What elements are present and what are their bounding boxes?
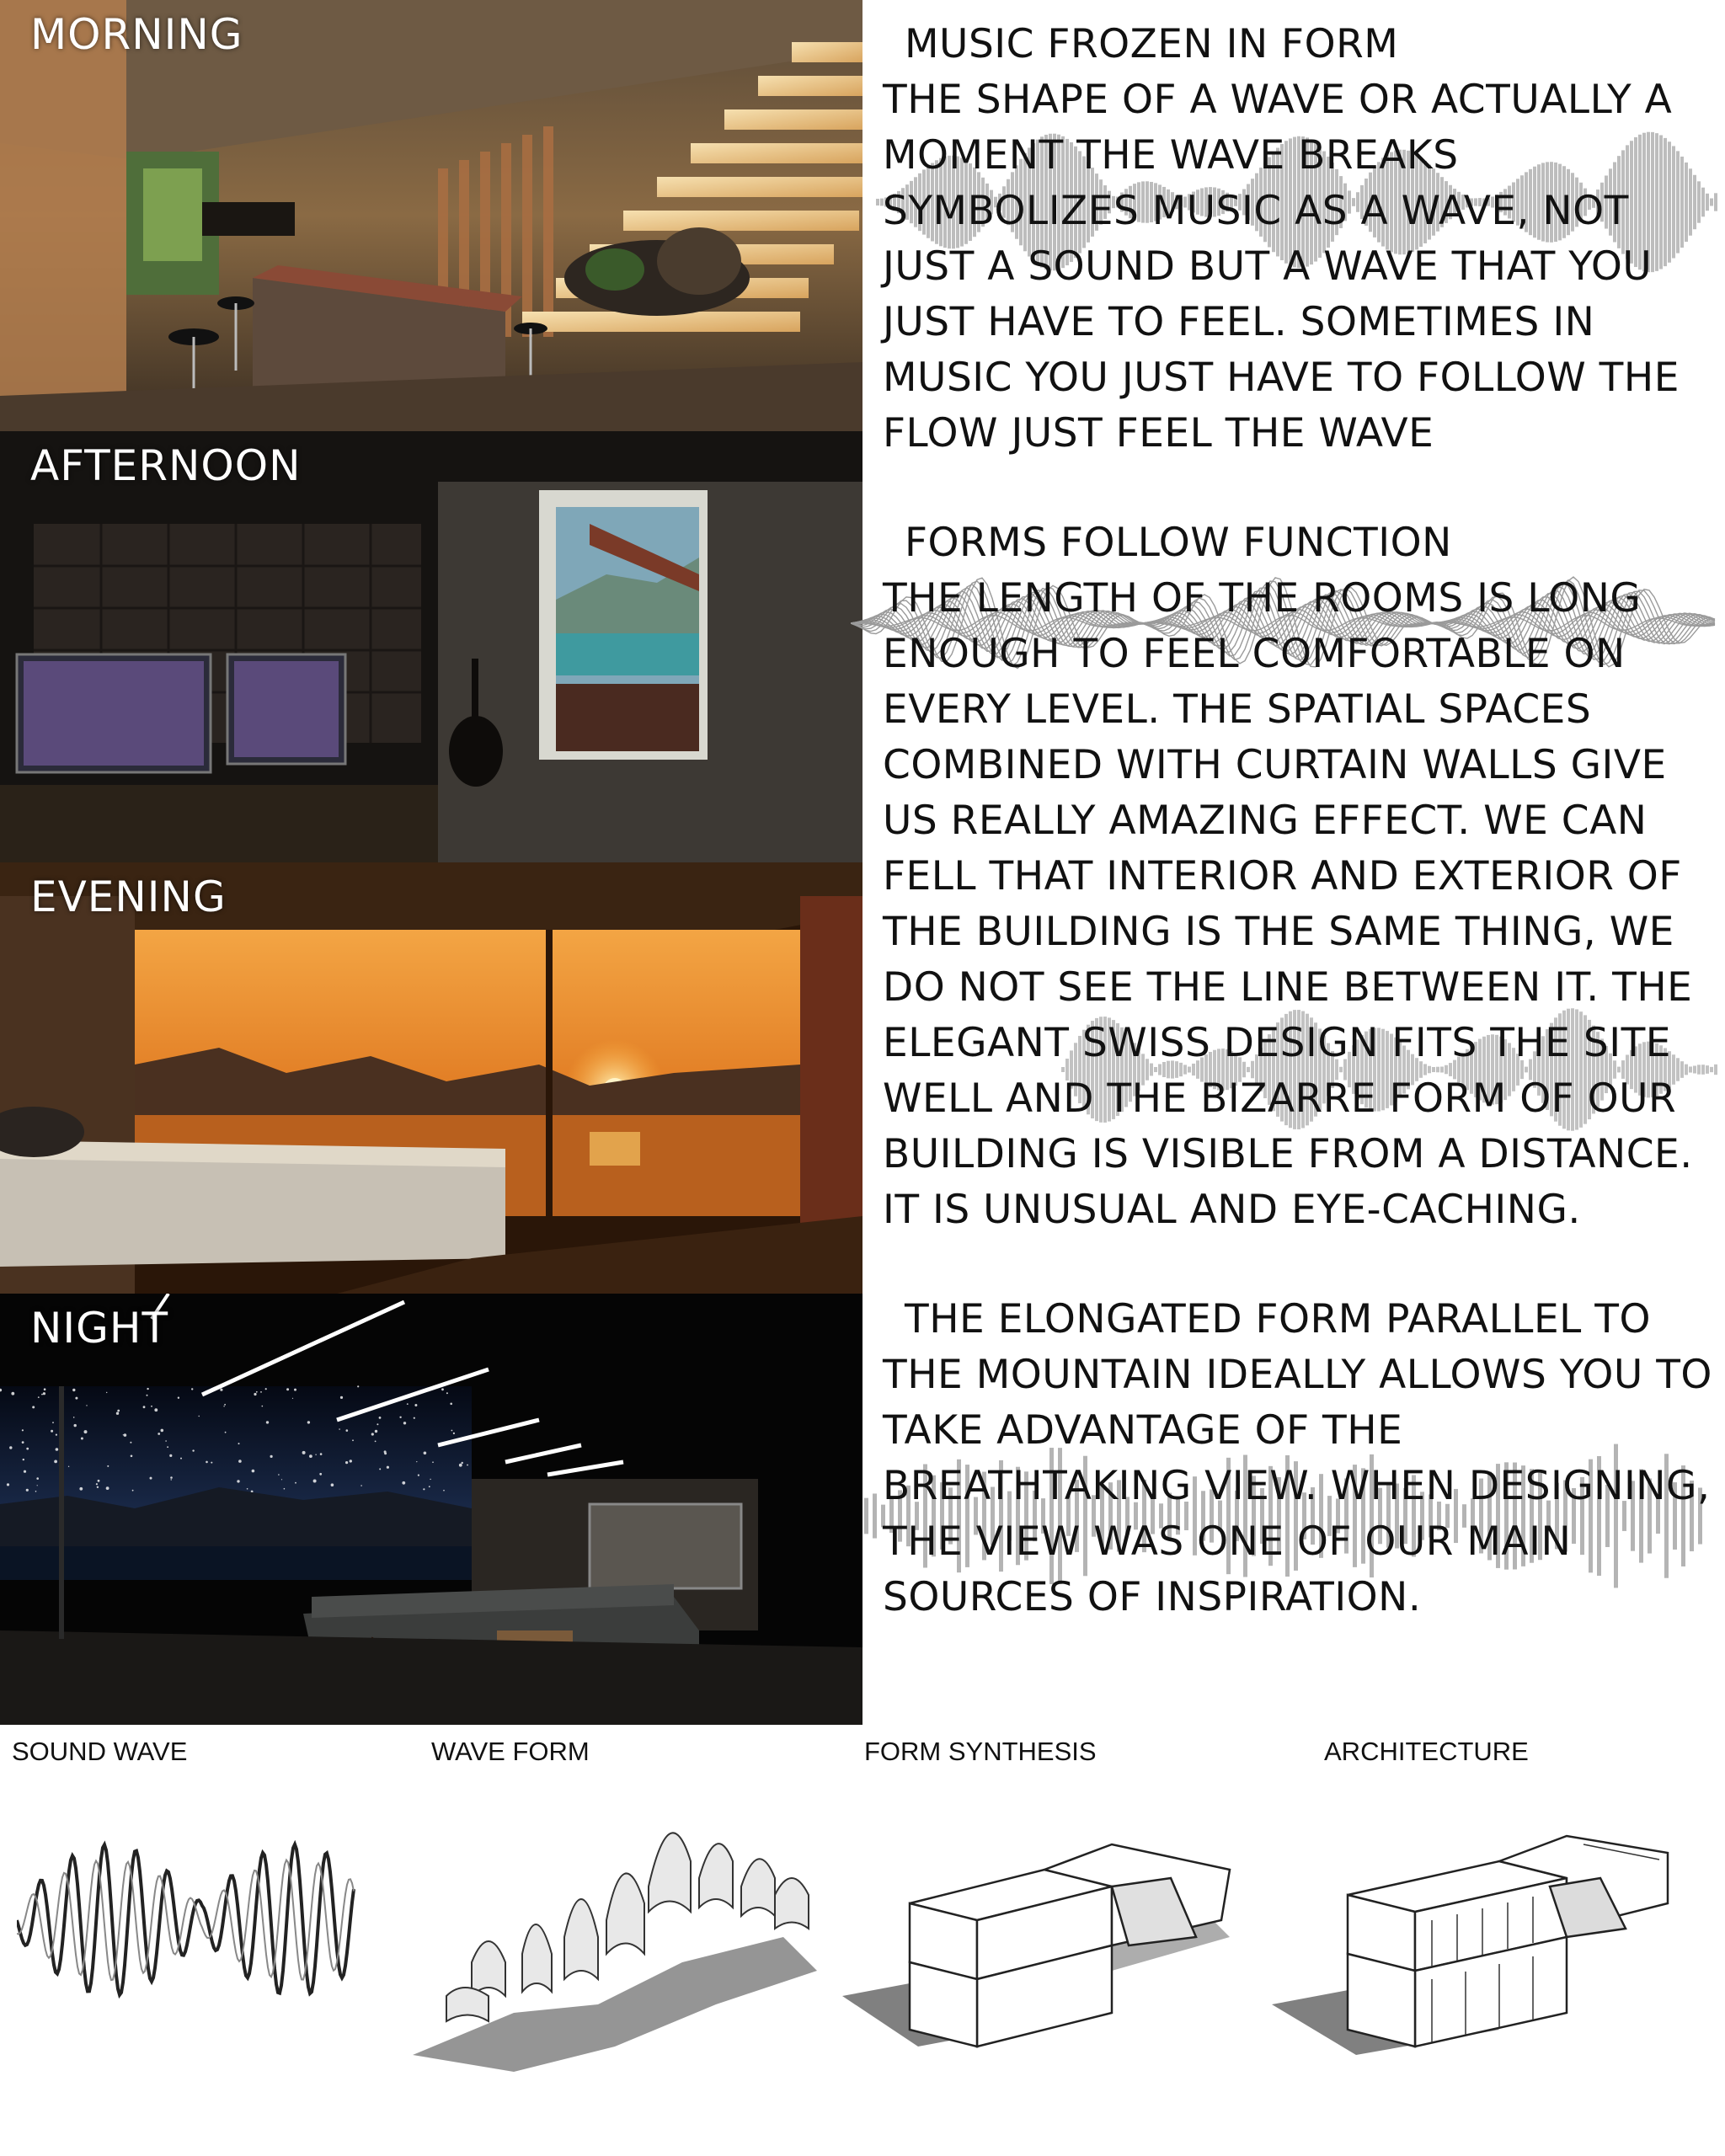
star	[191, 1388, 193, 1390]
star	[357, 1385, 359, 1387]
star	[375, 1430, 377, 1433]
panel-label-night: NIGHT	[30, 1304, 169, 1353]
star	[96, 1483, 98, 1485]
evening-bedroom-image	[0, 862, 862, 1294]
star	[384, 1452, 387, 1454]
star	[284, 1488, 286, 1490]
star	[360, 1485, 362, 1486]
morning-interior-image	[0, 0, 862, 431]
star	[26, 1448, 29, 1450]
star	[206, 1461, 208, 1464]
star	[278, 1474, 280, 1476]
star	[54, 1460, 57, 1464]
star	[371, 1433, 374, 1435]
star	[75, 1397, 77, 1400]
star	[74, 1424, 77, 1427]
heading-elongated-form: THE ELONGATED FORM PARALLEL TO	[905, 1296, 1651, 1342]
evening-render	[0, 862, 862, 1294]
star	[32, 1406, 35, 1408]
caption-wave-form: WAVE FORM	[431, 1737, 590, 1766]
star	[265, 1388, 267, 1390]
star	[407, 1403, 409, 1405]
star	[72, 1389, 75, 1391]
star	[224, 1404, 226, 1406]
star	[375, 1441, 377, 1443]
star	[51, 1430, 53, 1433]
star	[211, 1462, 212, 1464]
star	[331, 1483, 334, 1486]
star	[81, 1438, 83, 1440]
star	[9, 1446, 12, 1449]
star	[446, 1392, 448, 1394]
star	[26, 1489, 29, 1492]
star	[346, 1429, 349, 1432]
star	[178, 1397, 179, 1399]
star	[68, 1466, 69, 1467]
star	[309, 1454, 312, 1458]
star	[262, 1406, 264, 1407]
star	[377, 1423, 378, 1425]
star	[56, 1448, 59, 1451]
star	[302, 1451, 306, 1454]
wave-bar	[876, 199, 879, 205]
caption-sound-wave: SOUND WAVE	[12, 1737, 188, 1766]
star	[169, 1454, 172, 1457]
star	[340, 1396, 343, 1399]
star	[22, 1441, 24, 1444]
star	[130, 1442, 131, 1444]
star	[132, 1490, 134, 1492]
star	[192, 1449, 194, 1451]
star	[451, 1430, 453, 1432]
text-block-forms-follow	[883, 515, 1717, 1238]
star	[423, 1488, 425, 1490]
star	[117, 1410, 120, 1412]
star	[266, 1421, 269, 1423]
paragraph-forms-follow: THE LENGTH OF THE ROOMS IS LONG ENOUGH TO FEEL COMFORTABLE ON EVERY LEVEL. THE SPATIAL SPACES COMBINED WITH CURTAIN WALLS GIVE US REALLY AMAZING EFFECT. WE CAN FELL THAT INTERIOR AND EXTERIOR OF THE BUILDING IS THE SAME THING, WE DO NOT SEE THE LINE BETWEEN IT. THE ELEGANT SWISS DESIGN FITS THE SITE WELL AND THE BIZARRE FORM OF OUR BUILDING IS VISIBLE FROM A DISTANCE. IT IS UNUSUAL AND EYE-CACHING.	[883, 575, 1693, 1233]
star	[416, 1461, 417, 1462]
star	[167, 1446, 168, 1448]
wave-form-diagram	[396, 1794, 834, 2080]
star	[225, 1432, 227, 1433]
star	[37, 1485, 38, 1486]
night-lounge-image	[0, 1294, 862, 1725]
text-block-elongated-form	[883, 1292, 1717, 1625]
star	[352, 1439, 354, 1441]
wave-bar	[864, 1498, 868, 1534]
star	[150, 1477, 152, 1480]
star	[73, 1417, 75, 1418]
star	[238, 1443, 240, 1444]
star	[97, 1486, 99, 1488]
star	[107, 1465, 109, 1467]
star	[165, 1440, 167, 1442]
star	[170, 1476, 173, 1479]
star	[281, 1479, 282, 1480]
star	[41, 1394, 43, 1396]
heading-forms-follow: FORMS FOLLOW FUNCTION	[905, 520, 1452, 566]
star	[143, 1406, 146, 1408]
star	[52, 1422, 54, 1423]
morning-render	[0, 0, 862, 431]
star	[11, 1392, 14, 1396]
star	[171, 1479, 172, 1480]
star	[429, 1486, 430, 1487]
star	[315, 1454, 316, 1455]
star	[387, 1466, 389, 1469]
star	[154, 1408, 158, 1412]
star	[424, 1452, 427, 1455]
panel-label-morning: MORNING	[30, 10, 243, 59]
heading-music-frozen: MUSIC FROZEN IN FORM	[905, 21, 1399, 67]
star	[339, 1428, 340, 1430]
star	[43, 1392, 45, 1395]
star	[432, 1461, 434, 1463]
star	[286, 1388, 289, 1390]
star	[180, 1458, 182, 1460]
star	[453, 1433, 455, 1434]
text-block-music-frozen	[883, 17, 1717, 462]
star	[237, 1480, 239, 1482]
star	[131, 1455, 133, 1458]
wave-bar	[873, 1493, 877, 1538]
star	[86, 1405, 87, 1406]
star	[379, 1417, 382, 1419]
star	[124, 1433, 127, 1437]
star	[379, 1468, 381, 1470]
star	[402, 1481, 405, 1485]
star	[252, 1470, 255, 1473]
star	[79, 1487, 83, 1491]
star	[319, 1473, 322, 1476]
star	[467, 1465, 468, 1466]
star	[35, 1491, 37, 1492]
star	[292, 1398, 293, 1399]
star	[38, 1396, 40, 1398]
star	[350, 1460, 352, 1462]
star	[441, 1388, 444, 1390]
star	[462, 1462, 463, 1464]
star	[320, 1453, 323, 1455]
star	[345, 1461, 348, 1464]
star	[199, 1416, 200, 1417]
star	[22, 1429, 24, 1431]
star	[295, 1482, 296, 1484]
paragraph-music-frozen: THE SHAPE OF A WAVE OR ACTUALLY A MOMENT THE WAVE BREAKS SYMBOLIZES MUSIC AS A WAVE, NOT JUST A SOUND BUT A WAVE THAT YOU JUST HAVE TO FEEL. SOMETIMES IN MUSIC YOU JUST HAVE TO FOLLOW THE FLOW JUST FEEL THE WAVE	[883, 77, 1680, 456]
afternoon-render	[0, 431, 862, 862]
star	[414, 1404, 417, 1406]
star	[459, 1464, 462, 1467]
night-render	[0, 1294, 862, 1725]
star	[450, 1403, 452, 1406]
star	[399, 1417, 401, 1418]
star	[158, 1433, 160, 1435]
form-synthesis-diagram	[834, 1794, 1238, 2072]
star	[23, 1459, 24, 1460]
star	[220, 1389, 222, 1391]
star	[256, 1391, 258, 1393]
star	[307, 1421, 310, 1423]
star	[247, 1488, 248, 1490]
star	[44, 1388, 46, 1390]
afternoon-studio-image	[0, 431, 862, 862]
star	[414, 1417, 415, 1419]
star	[147, 1388, 148, 1390]
star	[84, 1430, 88, 1433]
star	[161, 1429, 164, 1433]
star	[443, 1490, 445, 1492]
star	[418, 1475, 419, 1476]
paragraph-elongated-form: THE MOUNTAIN IDEALLY ALLOWS YOU TO TAKE ADVANTAGE OF THE BREATHTAKING VIEW. WHEN DESIGNING, THE VIEW WAS ONE OF OUR MAIN SOURCES OF INSPIRATION.	[883, 1352, 1712, 1620]
star	[24, 1470, 26, 1473]
star	[106, 1486, 109, 1490]
star	[313, 1480, 317, 1483]
star	[403, 1422, 406, 1424]
architecture-diagram	[1263, 1794, 1701, 2072]
star	[147, 1395, 148, 1396]
star	[56, 1434, 57, 1436]
sound-wave-diagram	[17, 1794, 371, 2047]
panel-label-afternoon: AFTERNOON	[30, 441, 302, 490]
caption-architecture: ARCHITECTURE	[1324, 1737, 1529, 1766]
star	[151, 1406, 152, 1407]
star	[36, 1477, 39, 1480]
star	[98, 1480, 100, 1482]
star	[238, 1460, 242, 1463]
star	[116, 1412, 119, 1415]
star	[7, 1483, 9, 1486]
caption-form-synthesis: FORM SYNTHESIS	[864, 1737, 1097, 1766]
star	[294, 1389, 296, 1391]
star	[260, 1391, 262, 1393]
star	[254, 1393, 256, 1396]
star	[106, 1392, 107, 1393]
star	[270, 1455, 273, 1458]
panel-label-evening: EVENING	[30, 873, 227, 921]
